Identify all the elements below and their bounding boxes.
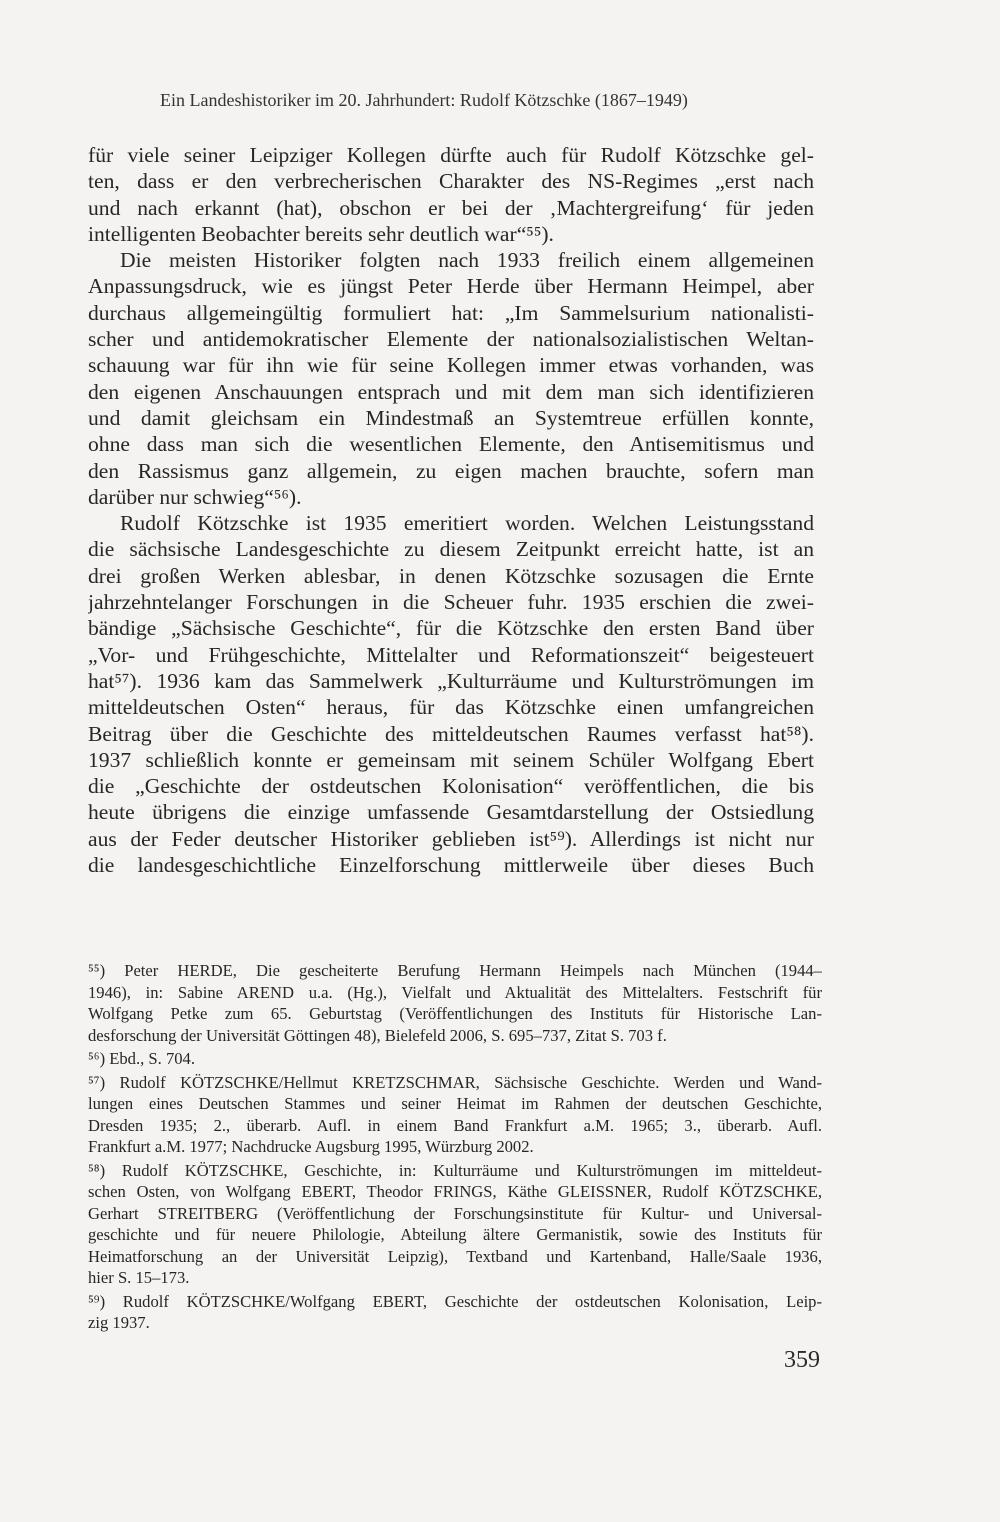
body-line: die „Geschichte der ostdeutschen Kolonisation“ veröffentlichen, die bis: [88, 774, 814, 799]
body-line: ohne dass man sich die wesentlichen Elemente, den Antisemitismus und: [88, 432, 814, 457]
body-line: „Vor- und Frühgeschichte, Mittelalter und Reformationszeit“ beigesteuert: [88, 642, 814, 667]
footnote-line: ⁵⁹) Rudolf KÖTZSCHKE/Wolfgang EBERT, Geschichte der ostdeutschen Kolonisation, Leip-: [88, 1291, 822, 1311]
footnote: [88, 1048, 822, 1070]
footnote-line: ⁵⁸) Rudolf KÖTZSCHKE, Geschichte, in: Kulturräume und Kulturströmungen im mitteldeut-: [88, 1160, 822, 1180]
footnote-line: Frankfurt a.M. 1977; Nachdrucke Augsburg 1995, Würzburg 2002.: [88, 1137, 534, 1156]
body-line: darüber nur schwieg“⁵⁶).: [88, 484, 302, 509]
body-line: den Rassismus ganz allgemein, zu eigen machen brauchte, sofern man: [88, 458, 814, 483]
footnote-line: schen Osten, von Wolfgang EBERT, Theodor FRINGS, Käthe GLEISSNER, Rudolf KÖTZSCHKE,: [88, 1182, 822, 1201]
footnote-line: hier S. 15–173.: [88, 1268, 190, 1287]
body-line: 1937 schließlich konnte er gemeinsam mit seinem Schüler Wolfgang Ebert: [88, 747, 814, 772]
body-line: die landesgeschichtliche Einzelforschung mittlerweile über dieses Buch: [88, 853, 814, 878]
body-line: schauung war für ihn wie für seine Kollegen immer etwas vorhanden, was: [88, 353, 814, 378]
footnote: [88, 1291, 822, 1334]
body-line: bändige „Sächsische Geschichte“, für die Kötzschke den ersten Band über: [88, 616, 814, 641]
body-line: Rudolf Kötzschke ist 1935 emeritiert worden. Welchen Leistungsstand: [120, 511, 814, 536]
page-number: 359: [784, 1347, 820, 1373]
body-line: hat⁵⁷). 1936 kam das Sammelwerk „Kulturräume und Kulturströmungen im: [88, 668, 814, 693]
body-line: die sächsische Landesgeschichte zu diesem Zeitpunkt erreicht hatte, ist an: [88, 537, 814, 562]
footnote-line: Gerhart STREITBERG (Veröffentlichung der Forschungsinstitute für Kultur- und Universal-: [88, 1203, 822, 1223]
body-line: den eigenen Anschauungen entsprach und mit dem man sich identifizieren: [88, 379, 814, 404]
body-line: für viele seiner Leipziger Kollegen dürfte auch für Rudolf Kötzschke gel-: [88, 143, 814, 167]
body-line: Beitrag über die Geschichte des mitteldeutschen Raumes verfasst hat⁵⁸).: [88, 721, 814, 746]
footnote-line: geschichte und für neuere Philologie, Abteilung ältere Germanistik, sowie des Instituts für: [88, 1225, 822, 1244]
body-line: intelligenten Beobachter bereits sehr deutlich war“⁵⁵).: [88, 221, 554, 246]
body-line: ten, dass er den verbrecherischen Charakter des NS-Regimes „erst nach: [88, 169, 814, 194]
footnote-line: 1946), in: Sabine AREND u.a. (Hg.), Vielfalt und Aktualität des Mittelalters. Festschrift für: [88, 982, 822, 1002]
footnote-line: Dresden 1935; 2., überarb. Aufl. in einem Band Frankfurt a.M. 1965; 3., überarb. Aufl.: [88, 1115, 822, 1135]
footnote: [88, 1160, 822, 1289]
footnote-line: zig 1937.: [88, 1313, 150, 1332]
body-line: mitteldeutschen Osten“ heraus, für das Kötzschke einen umfangreichen: [88, 695, 814, 720]
body-line: drei großen Werken ablesbar, in denen Kötzschke sozusagen die Ernte: [88, 563, 814, 588]
body-line: Anpassungsdruck, wie es jüngst Peter Herde über Hermann Heimpel, aber: [88, 274, 814, 299]
body-text: [88, 142, 814, 878]
footnote-line: Heimatforschung an der Universität Leipzig), Textband und Kartenband, Halle/Saale 1936,: [88, 1246, 822, 1266]
body-line: scher und antidemokratischer Elemente der nationalsozialistischen Weltan-: [88, 327, 814, 352]
footnote-line: desforschung der Universität Göttingen 48), Bielefeld 2006, S. 695–737, Zitat S. 703 f.: [88, 1025, 667, 1045]
footnote-line: ⁵⁷) Rudolf KÖTZSCHKE/Hellmut KRETZSCHMAR, Sächsische Geschichte. Werden und Wand-: [88, 1072, 822, 1092]
body-line: und nach erkannt (hat), obschon er bei der ‚Machtergreifung‘ für jeden: [88, 195, 814, 220]
footnote: [88, 960, 822, 1046]
body-line: aus der Feder deutscher Historiker geblieben ist⁵⁹). Allerdings ist nicht nur: [88, 826, 814, 851]
footnotes: [88, 960, 822, 1336]
footnote-line: Wolfgang Petke zum 65. Geburtstag (Veröffentlichungen des Instituts für Historische Lan-: [88, 1004, 822, 1023]
footnote-line: lungen eines Deutschen Stammes und seiner Heimat im Rahmen der deutschen Geschichte,: [88, 1094, 822, 1113]
footnote-line: ⁵⁶) Ebd., S. 704.: [88, 1049, 195, 1068]
body-line: und damit gleichsam ein Mindestmaß an Systemtreue erfüllen konnte,: [88, 405, 814, 430]
body-line: jahrzehntelanger Forschungen in die Scheuer fuhr. 1935 erschien die zwei-: [88, 590, 814, 615]
body-line: heute übrigens die einzige umfassende Gesamtdarstellung der Ostsiedlung: [88, 800, 814, 825]
body-line: durchaus allgemeingültig formuliert hat: „Im Sammelsurium nationalisti-: [88, 300, 814, 325]
body-line: Die meisten Historiker folgten nach 1933 freilich einem allgemeinen: [120, 248, 814, 273]
running-head: Ein Landeshistoriker im 20. Jahrhundert: Rudolf Kötzschke (1867–1949): [160, 90, 688, 110]
footnote-line: ⁵⁵) Peter HERDE, Die gescheiterte Berufung Hermann Heimpels nach München (1944–: [88, 961, 822, 980]
footnote: [88, 1072, 822, 1158]
